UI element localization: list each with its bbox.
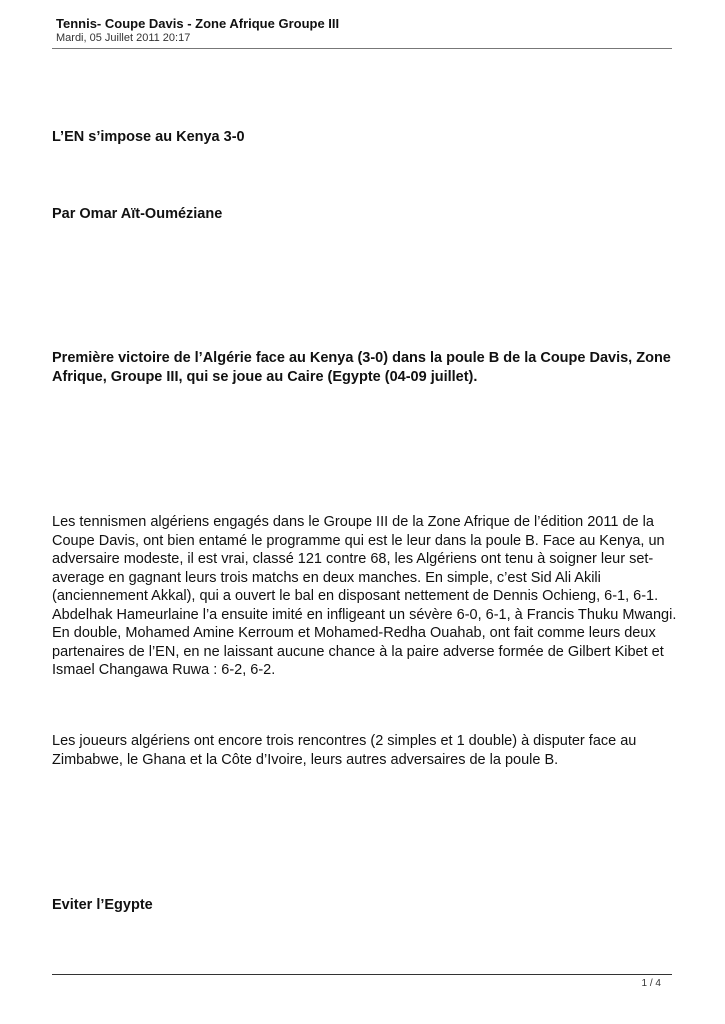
article-paragraph-2: Les joueurs algériens ont encore trois rencontres (2 simples et 1 double) à disputer face au Zimbabwe, le Ghana et la Côte d’Ivoire, leurs autres adversaires de la poule B. — [52, 733, 637, 768]
article-subheading: Eviter l’Egypte — [52, 897, 153, 913]
article-lead: Première victoire de l’Algérie face au Kenya (3-0) dans la poule B de la Coupe Davis, Zone Afrique, Groupe III, qui se joue au Caire (Egypte (04-09 juillet). — [52, 350, 671, 385]
page-number: 1 / 4 — [641, 978, 661, 989]
article-byline: Par Omar Aït-Ouméziane — [52, 206, 223, 222]
header-title: Tennis- Coupe Davis - Zone Afrique Groupe III — [56, 16, 340, 31]
article-headline: L’EN s’impose au Kenya 3-0 — [52, 129, 245, 145]
article-paragraph-1: Les tennismen algériens engagés dans le Groupe III de la Zone Afrique de l’édition 2011 de la Coupe Davis, ont bien entamé le programme qui est le leur dans la poule B. Face au Kenya, un adversaire modeste, il est vrai, classé 121 contre 68, les Algériens ont tenu à soigner leur set-average en gagnant leurs trois matchs en deux manches. En simple, c’est Sid Ali Akili (anciennement Akkal), qui a ouvert le bal en disposant nettement de Dennis Ochieng, 6-1, 6-1. Abdelhak Hameurlaine l’a ensuite imité en infligeant un sévère 6-0, 6-1, à Francis Thuku Mwangi. En double, Mohamed Amine Kerroum et Mohamed-Redha Ouahab, ont fait comme leurs deux partenaires de l’EN, en ne laissant aucune chance à la paire adverse formée de Gilbert Kibet et Ismael Changawa Ruwa : 6-2, 6-2. — [52, 514, 677, 678]
header-date: Mardi, 05 Juillet 2011 20:17 — [56, 32, 191, 44]
header-divider — [52, 48, 672, 49]
footer-divider — [52, 974, 672, 975]
